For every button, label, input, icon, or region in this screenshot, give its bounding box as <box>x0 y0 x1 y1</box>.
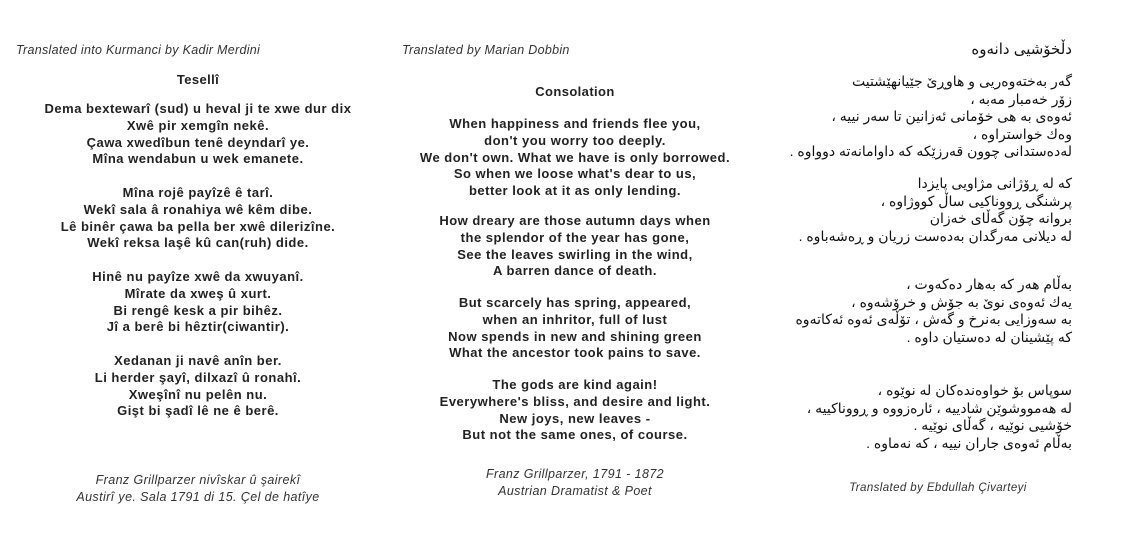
poem-line: don't you worry too deeply. <box>484 132 666 148</box>
sorani-stanza-4 <box>770 382 1072 452</box>
poem-line: لەدەستدانی چوون قەرزێکە کە داوامانەتە دوواوە . <box>789 143 1072 159</box>
poem-line: Everywhere's bliss, and desire and light. <box>439 393 711 409</box>
poem-line: لە هەمووشوێن شادییە ، ئارەزووە و ڕووناکییە ، <box>806 399 1072 416</box>
sorani-stanza-2 <box>770 175 1072 245</box>
poem-line: Xweşînî nu pelên nu. <box>128 386 268 402</box>
poem-line: The gods are kind again! <box>492 377 658 392</box>
poem-line: Gişt bi şadî lê ne ê berê. <box>117 403 279 419</box>
poem-line: Xwê pir xemgîn nekê. <box>126 117 270 133</box>
footer-line: Franz Grillparzer, 1791 - 1872 <box>485 467 665 481</box>
poem-line: خۆشیی نوێیە ، گەڵای نوێیە . <box>913 417 1072 433</box>
poem-line: سوپاس بۆ خواوەندەکان لە نوێوە ، <box>877 382 1072 398</box>
sorani-translator-credit: Translated by Ebdullah Çivarteyi <box>849 482 1027 494</box>
poem-line: لە دیلانی مەرگدان بەدەست زریان و ڕەشەباوە . <box>798 227 1072 244</box>
english-translator-credit: Translated by Marian Dobbin <box>402 43 570 57</box>
kurmanci-translator-credit: Translated into Kurmanci by Kadir Merdini <box>16 43 261 57</box>
english-stanza-4 <box>398 377 752 444</box>
poem-line: We don't own. What we have is only borrowed. <box>419 149 731 165</box>
poem-line: بە سەوزایی بەنرخ و گەش ، تۆڵەی ئەوە ئەکاتەوە <box>795 311 1072 327</box>
poem-line: Mîna rojê payîzê ê tarî. <box>122 185 274 200</box>
poem-line: Çawa xwedîbun tenê deyndarî ye. <box>86 134 310 150</box>
poem-line: when an inhritor, full of lust <box>482 311 668 327</box>
english-poem-title: Consolation <box>535 84 615 99</box>
kurmanci-stanza-4 <box>12 353 384 420</box>
kurmanci-stanza-3 <box>12 269 384 336</box>
kurmanci-stanza-2 <box>12 185 384 252</box>
poem-line: یەك ئەوەی نوێ بە جۆش و خرۆشەوە ، <box>851 293 1072 310</box>
poem-line: بەڵام ئەوەی جاران نییە ، کە نەماوە . <box>866 434 1072 451</box>
footer-line: Austrian Dramatist & Poet <box>498 484 652 498</box>
english-stanza-2 <box>398 213 752 280</box>
poem-line: the splendor of the year has gone, <box>460 229 690 245</box>
english-stanza-1 <box>398 116 752 200</box>
poem-line: پرشنگی ڕووناکیی ساڵ کووژاوە ، <box>880 192 1072 209</box>
english-stanza-3 <box>398 295 752 362</box>
kurmanci-stanza-1 <box>12 101 384 168</box>
poem-line: Dema bextewarî (sud) u heval ji te xwe dur dix <box>44 101 352 116</box>
poem-line: But not the same ones, of course. <box>462 427 688 443</box>
poem-line: Hinê nu payîze xwê da xwuyanî. <box>92 269 304 284</box>
english-author-note <box>398 466 752 500</box>
poem-line: New joys, new leaves - <box>499 410 651 426</box>
poem-line: So when we loose what's dear to us, <box>453 166 697 182</box>
poem-line: زۆر خەمبار مەبە ، <box>970 90 1072 107</box>
kurmanci-author-note <box>12 472 384 506</box>
poem-line: وەك خواستراوە ، <box>972 125 1072 142</box>
footer-line: Franz Grillparzer nivîskar û şairekî <box>95 473 301 487</box>
kurmanci-poem-title: Tesellî <box>176 72 220 87</box>
sorani-stanza-3 <box>770 276 1072 346</box>
poem-line: Mîrate da xweş û xurt. <box>124 285 272 301</box>
poem-line: بروانە چۆن گەڵای خەزان <box>929 210 1072 226</box>
sorani-poem-title: دڵخۆشیی دانەوە <box>971 41 1072 58</box>
poem-line: کە لە ڕۆژانی مژاویی پایزدا <box>917 175 1072 191</box>
poem-line: ئەوەی بە هی خۆمانی ئەزانین تا سەر نییە ، <box>831 108 1072 124</box>
poem-line: کە پێشینان لە دەستیان داوە . <box>906 328 1072 345</box>
poem-line: But scarcely has spring, appeared, <box>458 295 692 310</box>
poem-line: What the ancestor took pains to save. <box>449 345 701 361</box>
poem-line: Wekî sala â ronahiya wê kêm dibe. <box>83 201 313 217</box>
poem-line: better look at it as only lending. <box>468 183 682 199</box>
poem-line: Jî a berê bi hêztir(ciwantir). <box>106 319 290 335</box>
poem-line: How dreary are those autumn days when <box>439 213 711 228</box>
poem-line: When happiness and friends flee you, <box>449 116 701 131</box>
poem-line: Now spends in new and shining green <box>448 328 702 344</box>
poem-line: Li herder şayî, dilxazî û ronahî. <box>94 369 302 385</box>
poem-line: Bi rengê kesk a pir bihêz. <box>113 302 283 318</box>
poem-line: Lê binêr çawa ba pella ber xwê dilerizîne. <box>60 218 336 234</box>
poem-line: See the leaves swirling in the wind, <box>457 246 693 262</box>
poem-line: Wekî reksa laşê kû can(ruh) dide. <box>87 235 309 251</box>
poem-line: A barren dance of death. <box>493 263 657 279</box>
poem-line: Xedanan ji navê anîn ber. <box>114 353 282 368</box>
poem-line: Mîna wendabun u wek emanete. <box>92 151 304 167</box>
footer-line: Austirî ye. Sala 1791 di 15. Çel de hatîye <box>76 490 320 504</box>
poem-line: گەر بەختەوەریی و هاوڕێ جێیانهێشتیت <box>851 73 1072 89</box>
poem-line: بەڵام هەر کە بەهار دەکەوت ، <box>906 276 1072 292</box>
sorani-stanza-1 <box>770 73 1072 161</box>
